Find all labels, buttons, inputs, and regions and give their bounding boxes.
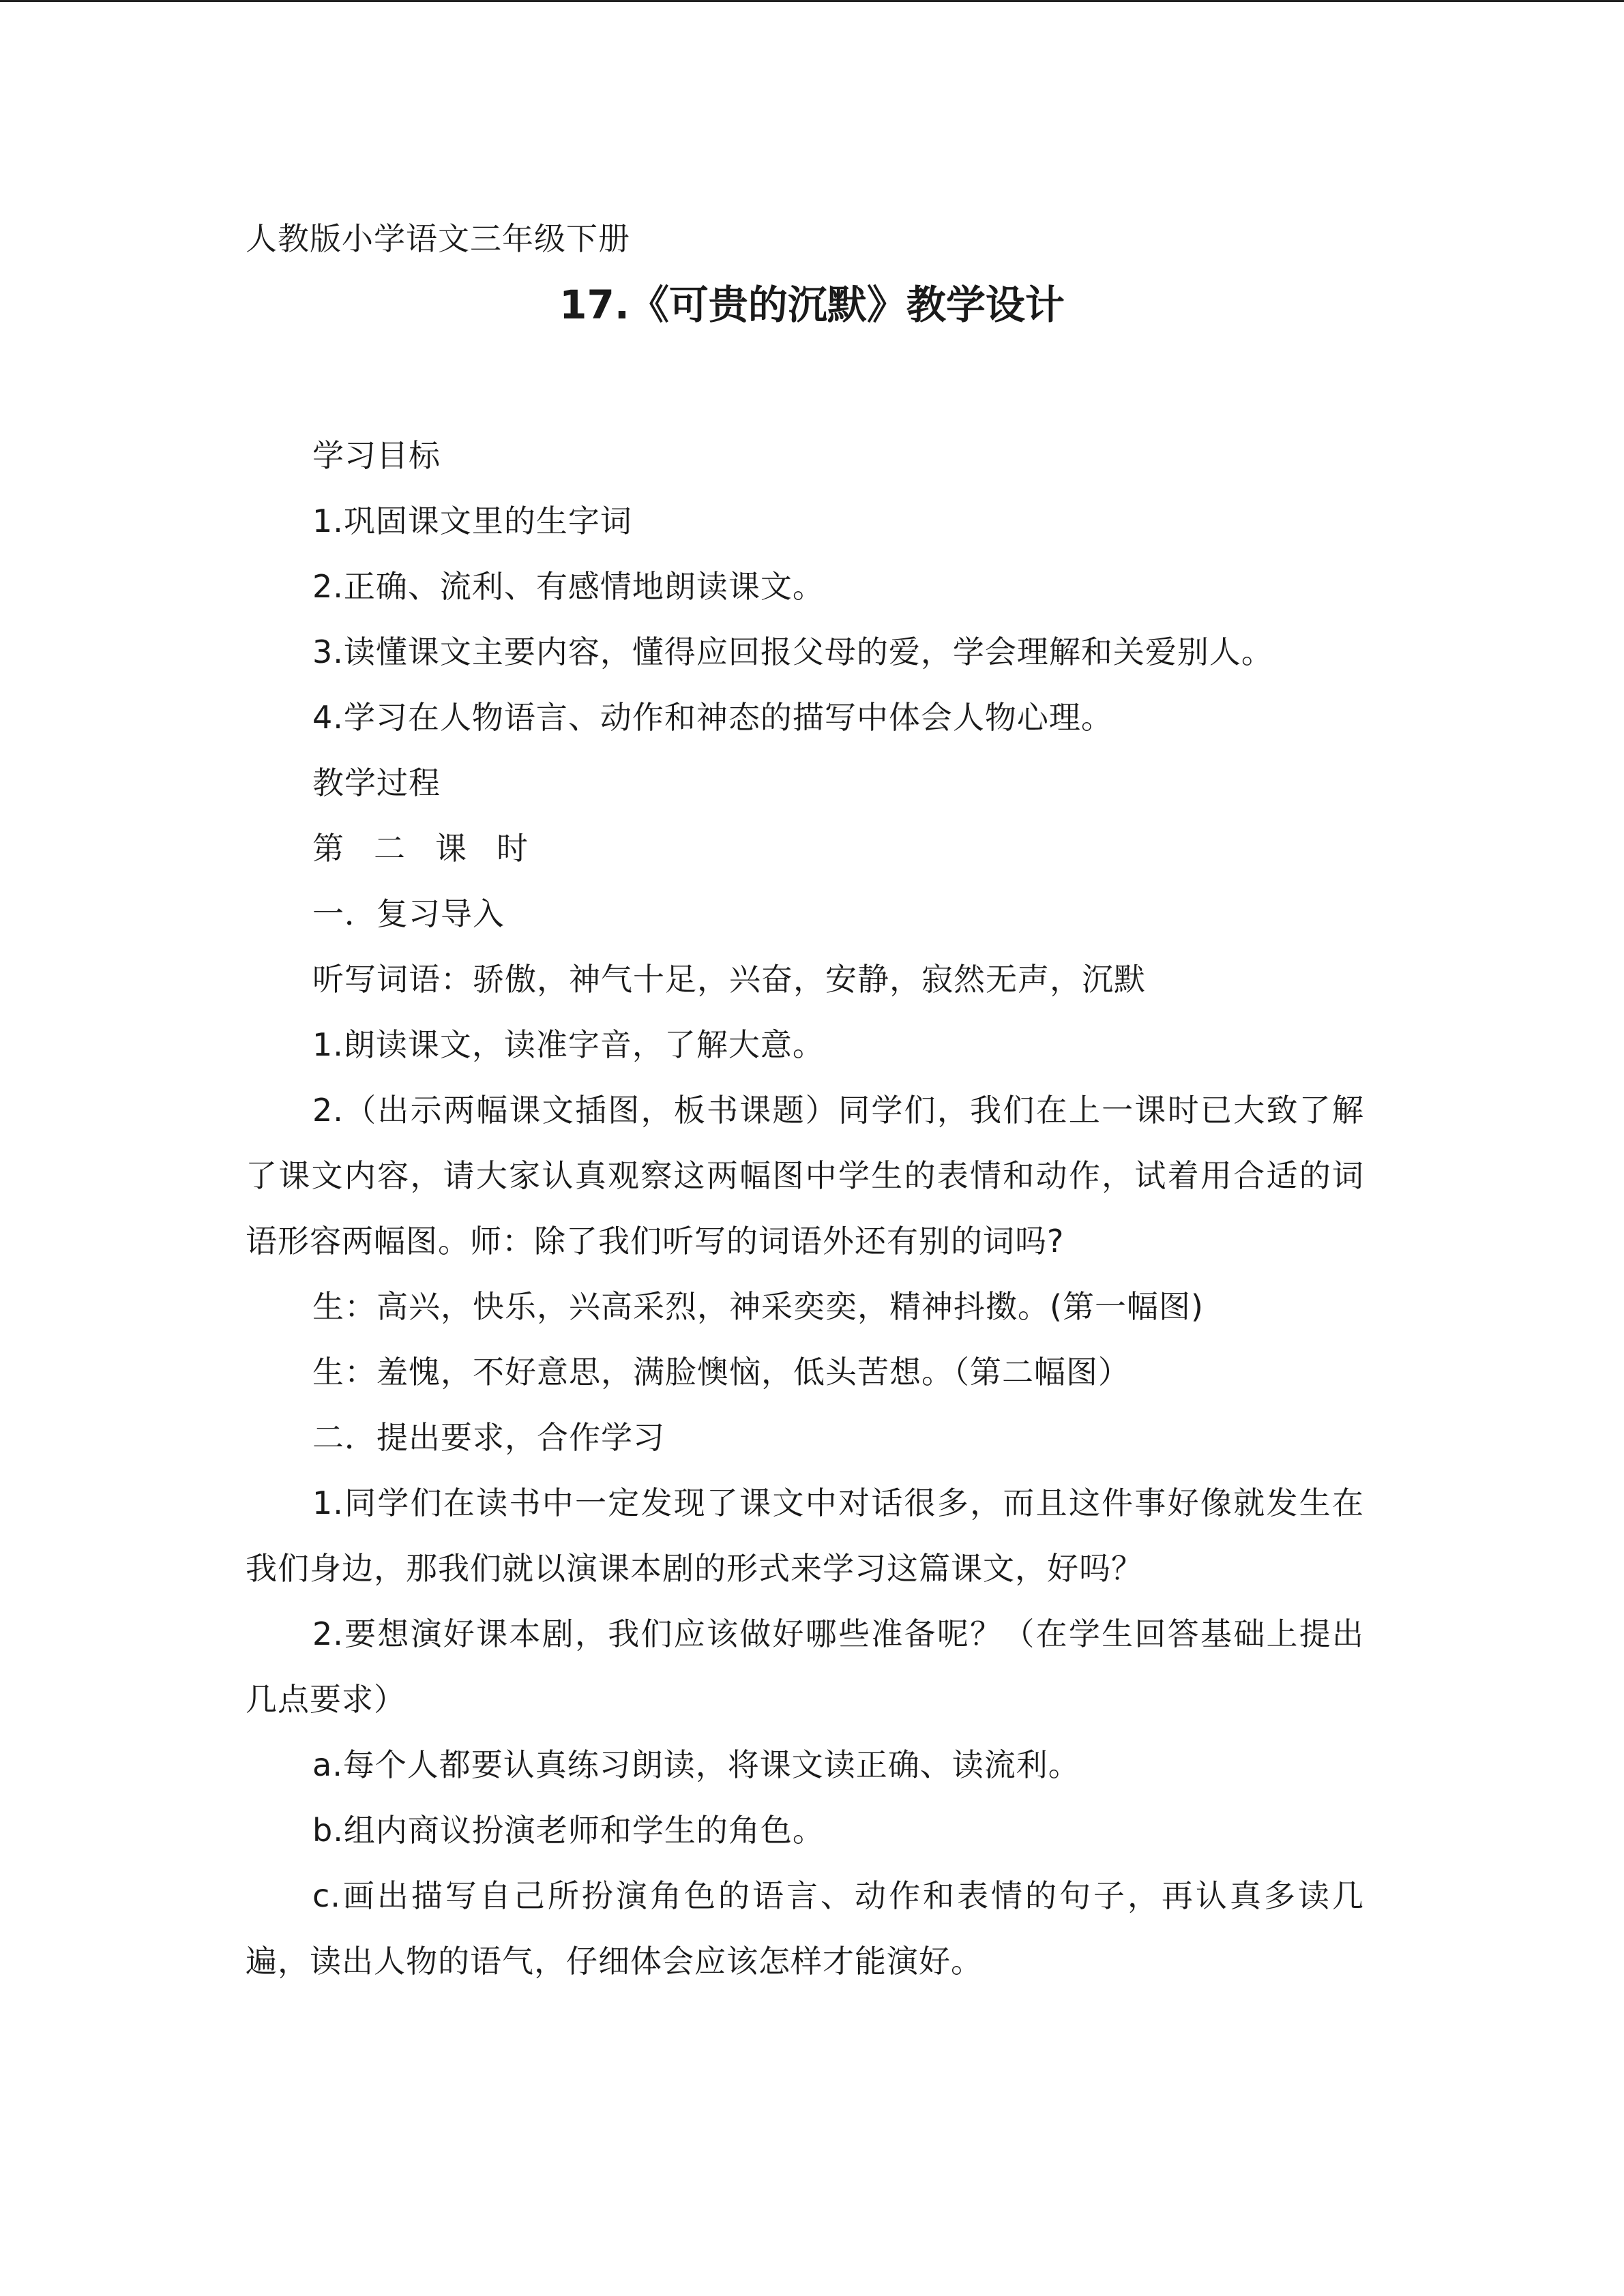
student-answer-2: 生：羞愧，不好意思，满脸懊恼，低头苦想。（第二幅图） — [312, 1354, 1130, 1390]
objective-item: 2.正确、流利、有感情地朗读课文。 — [312, 568, 825, 605]
objective-item: 4.学习在人物语言、动作和神态的描写中体会人物心理。 — [312, 699, 1113, 736]
part1-heading: 一．复习导入 — [312, 895, 505, 932]
step-1: 1.朗读课文，读准字音，了解大意。 — [312, 1026, 825, 1063]
objectives-heading: 学习目标 — [312, 437, 441, 474]
requirement-2-paragraph: 2.要想演好课本剧，我们应该做好哪些准备呢？（在学生回答基础上提出几点要求） — [246, 1615, 1364, 1718]
requirement-b: b.组内商议扮演老师和学生的角色。 — [312, 1812, 825, 1849]
dictation-words: 听写词语：骄傲，神气十足，兴奋，安静，寂然无声，沉默 — [312, 961, 1146, 998]
student-answer-1: 生：高兴，快乐，兴高采烈，神采奕奕，精神抖擞。(第一幅图) — [312, 1288, 1204, 1325]
process-heading: 教学过程 — [312, 764, 441, 801]
requirement-a: a.每个人都要认真练习朗读，将课文读正确、读流利。 — [312, 1746, 1080, 1783]
step-2-paragraph: 2.（出示两幅课文插图，板书课题）同学们，我们在上一课时已大致了解了课文内容，请大家认真观察这两幅图中学生的表情和动作，试着用合适的词语形容两幅图。师：除了我们听写的词语外还有别的词吗? — [246, 1092, 1364, 1259]
requirement-1-paragraph: 1.同学们在读书中一定发现了课文中对话很多，而且这件事好像就发生在我们身边，那我们就以演课本剧的形式来学习这篇课文，好吗？ — [246, 1485, 1364, 1587]
document-title: 17.《可贵的沉默》教学设计 — [559, 282, 1065, 328]
objective-item: 1.巩固课文里的生字词 — [312, 503, 632, 539]
document-subtitle: 人教版小学语文三年级下册 — [246, 220, 630, 257]
requirement-c-paragraph: c.画出描写自己所扮演角色的语言、动作和表情的句子，再认真多读几遍，读出人物的语气，仔细体会应该怎样才能演好。 — [246, 1877, 1364, 1980]
objective-item: 3.读懂课文主要内容，懂得应回报父母的爱，学会理解和关爱别人。 — [312, 633, 1273, 670]
part2-heading: 二．提出要求，合作学习 — [312, 1419, 665, 1456]
lesson-label: 第二课时 — [312, 830, 558, 867]
